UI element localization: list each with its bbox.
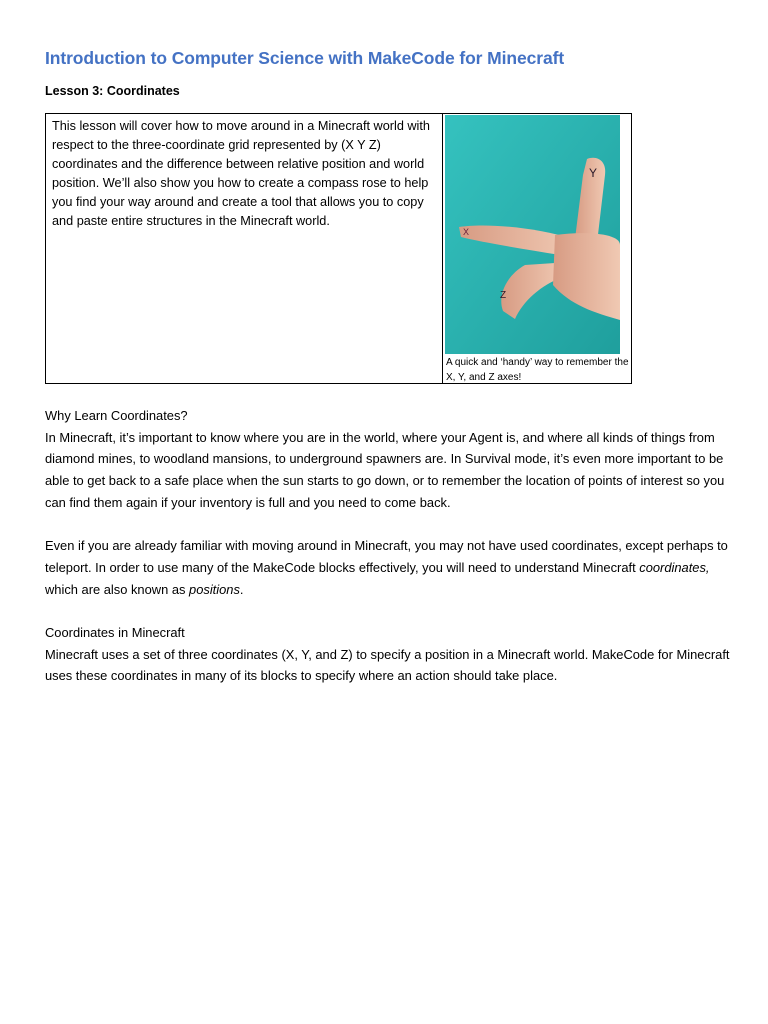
photo-label-z: Z [500, 290, 507, 301]
coords-paragraph: Minecraft uses a set of three coordinates (X, Y, and Z) to specify a position in a Minecraft world. MakeCode for Minecraft uses these coordinates in many of its blocks to specify where an action should take place. [45, 646, 730, 684]
lesson-heading: Lesson 3: Coordinates [45, 84, 180, 98]
photo-label-y: Y [589, 166, 598, 180]
document-title: Introduction to Computer Science with MakeCode for Minecraft [45, 48, 565, 68]
familiar-paragraph [45, 535, 735, 600]
familiar-text-pre: Even if you are already familiar with moving around in Minecraft, you may not have used coordinates, except perhaps to teleport. In order to use many of the MakeCode blocks effectively, you will need to understand Minecraft [45, 538, 728, 575]
why-heading: Why Learn Coordinates? [45, 408, 188, 423]
why-paragraph: In Minecraft, it’s important to know where you are in the world, where your Agent is, and where all kinds of things from diamond mines, to woodland mansions, to underground spawners are. In Survival mode, it’s even more important to be able to get back to a safe place when the sun starts to go down, or to remember the location of points of interest so you can find them again if your inventory is full and you need to come back. [45, 429, 725, 510]
photo-cell [443, 114, 631, 383]
hand-axes-photo [445, 115, 620, 354]
familiar-emphasis-positions: positions [189, 581, 240, 597]
coords-heading: Coordinates in Minecraft [45, 625, 185, 640]
photo-label-x: X [463, 227, 470, 237]
familiar-emphasis-coordinates: coordinates, [639, 559, 710, 575]
intro-text: This lesson will cover how to move around in a Minecraft world with respect to the three-coordinate grid represented by (X Y Z) coordinates and the difference between relative position and world position. We’ll also show you how to create a compass rose to help you find your way around and create a tool that allows you to copy and paste entire structures in the Minecraft world. [46, 114, 443, 383]
familiar-text-mid: which are also known as [45, 581, 190, 597]
familiar-text-post: . [239, 581, 244, 597]
intro-table [45, 113, 632, 384]
photo-caption: A quick and ‘handy’ way to remember the X, Y, and Z axes! [446, 357, 629, 383]
body-text [45, 405, 735, 687]
